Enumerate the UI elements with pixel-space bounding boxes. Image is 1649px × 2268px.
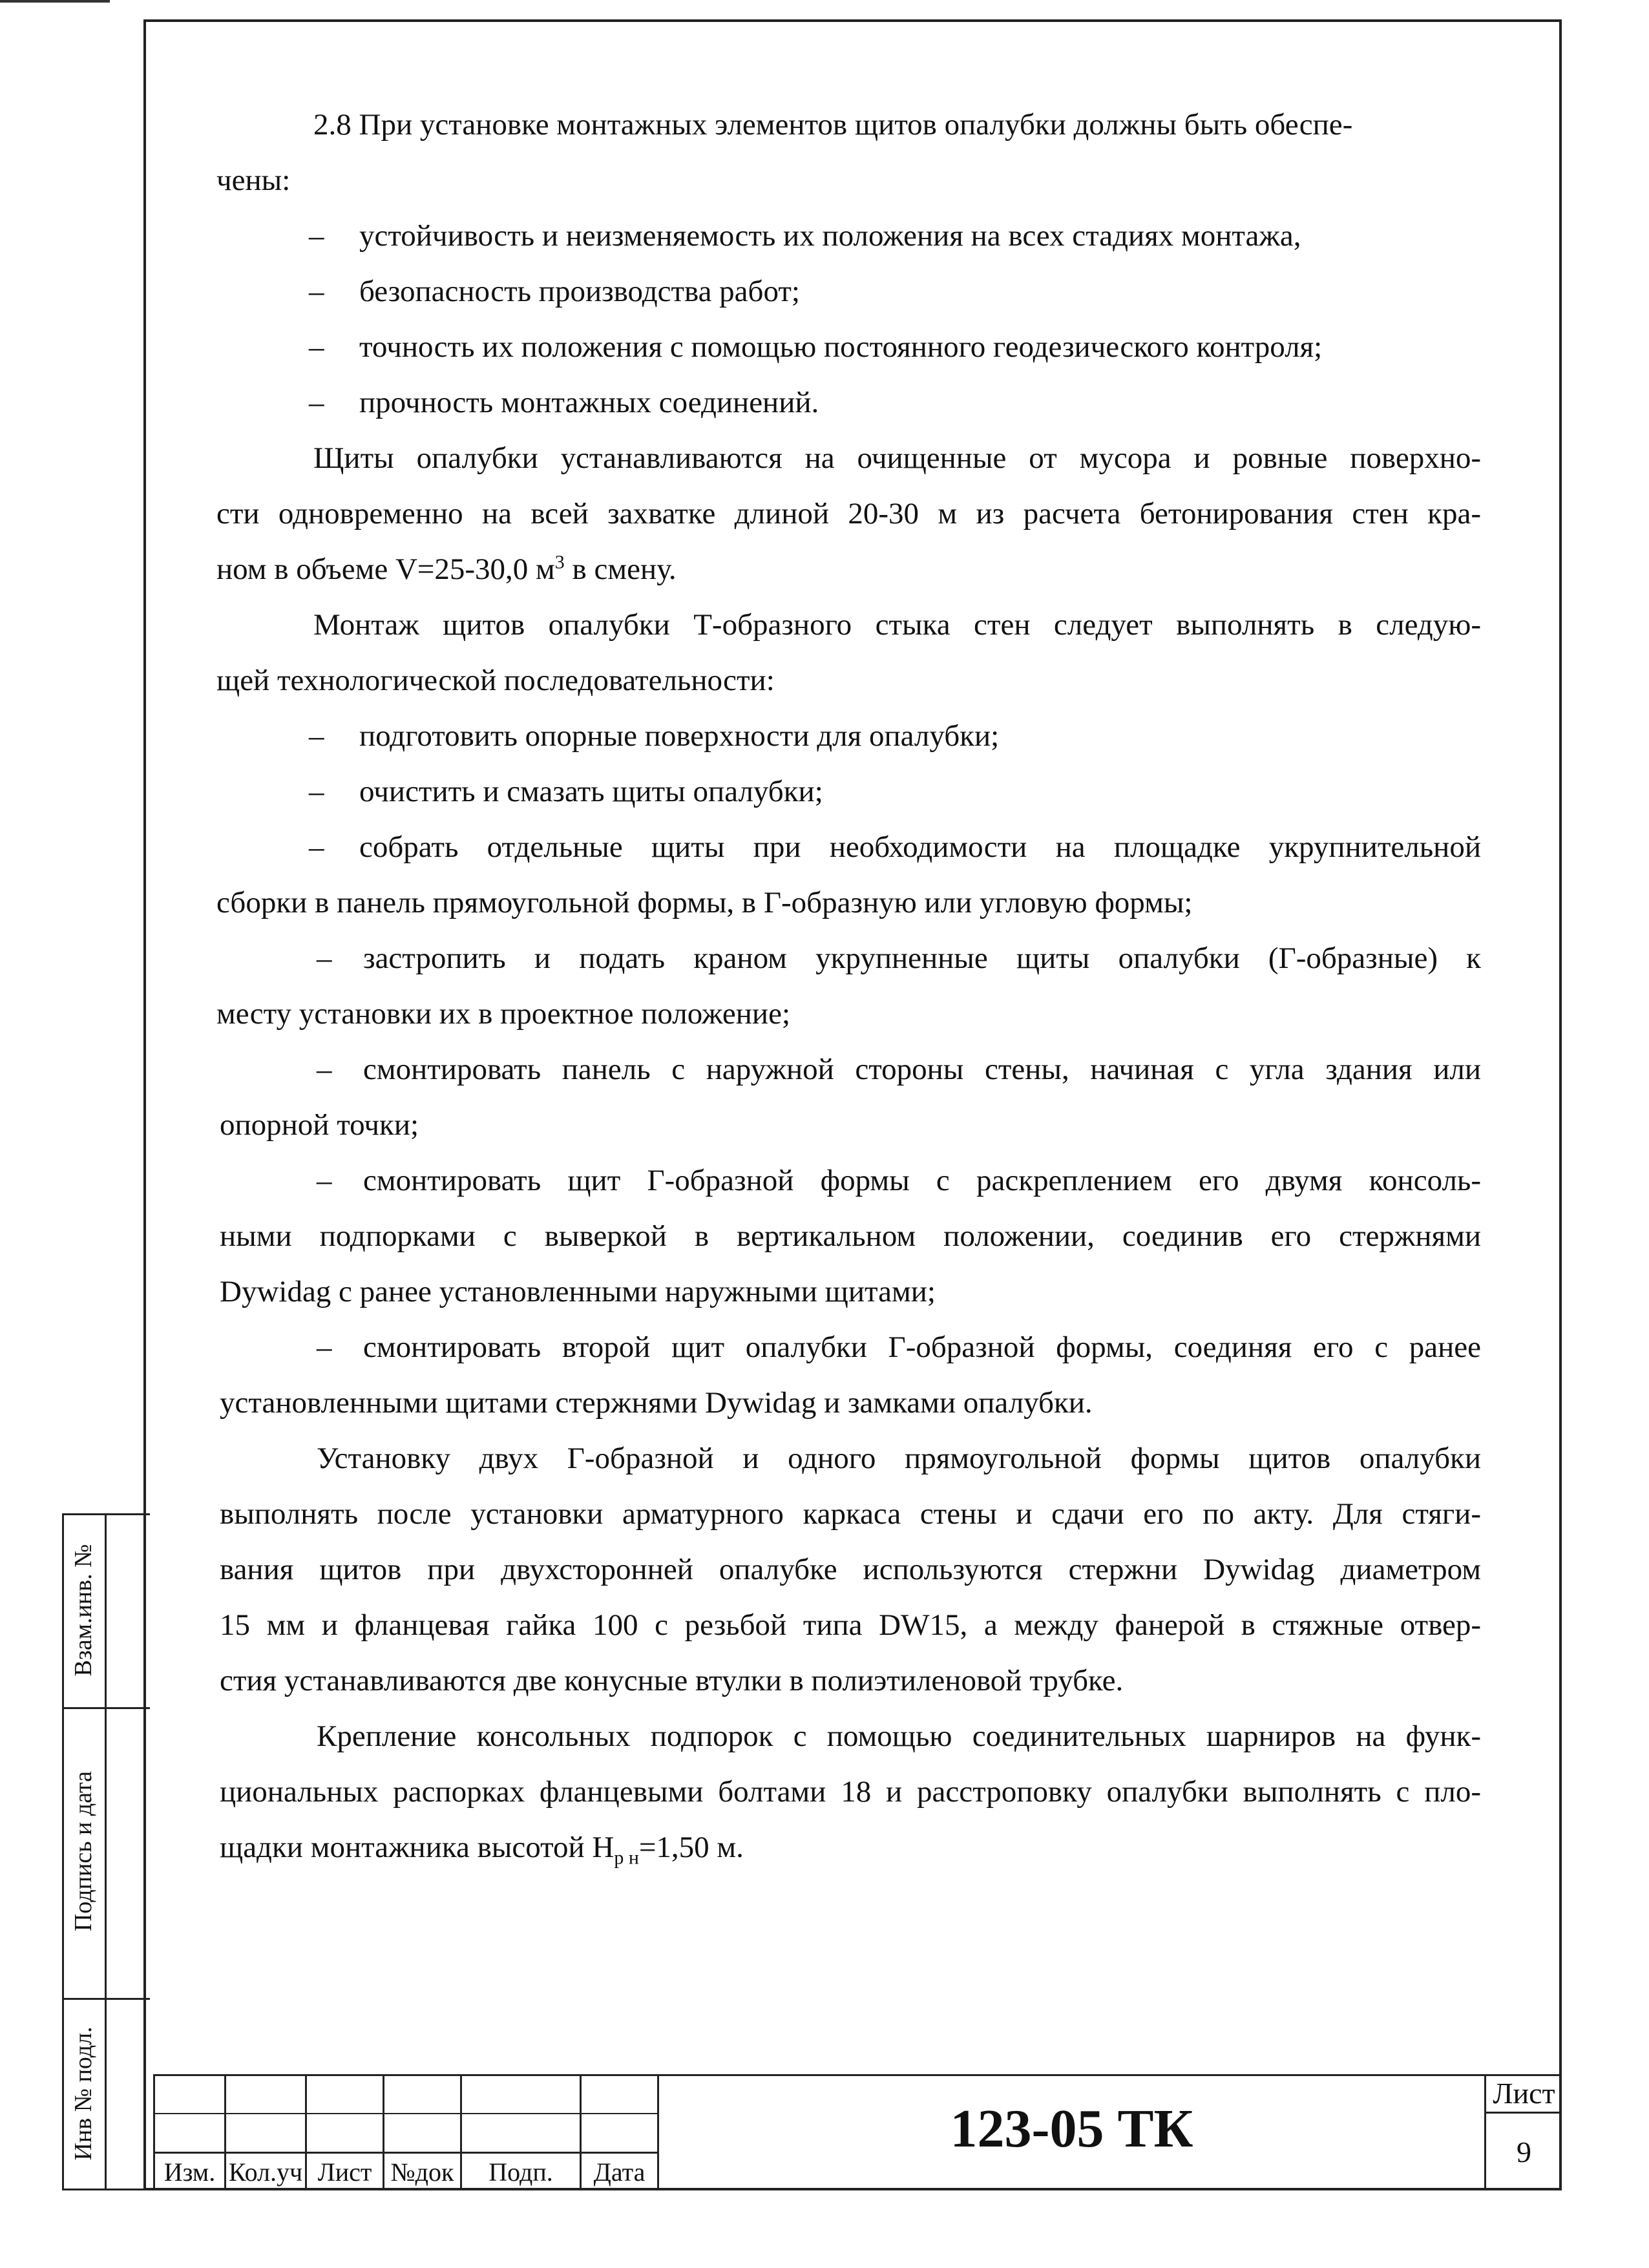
paragraph-shields-line bbox=[216, 541, 677, 597]
list-item-continuation: ными подпорками с выверкой в вертикальном положении, соединив его стержнями bbox=[220, 1219, 1481, 1253]
list-dash: – bbox=[309, 775, 324, 808]
col-header-izm: Изм. bbox=[163, 2158, 216, 2187]
list-item: смонтировать панель с наружной стороны стены, начиная с угла здания или bbox=[363, 1053, 1481, 1086]
list-item-continuation: установленными щитами стержнями Dywidag и замками опалубки. bbox=[220, 1386, 1093, 1420]
list-dash: – bbox=[309, 219, 324, 253]
list-dash: – bbox=[317, 1330, 332, 1364]
list-item: безопасность производства работ; bbox=[359, 275, 800, 308]
paragraph-2-8-line: чены: bbox=[216, 163, 291, 197]
col-header-list: Лист bbox=[317, 2158, 372, 2187]
paragraph-install-line: Установку двух Г-образной и одного прямоугольной формы щитов опалубки bbox=[317, 1442, 1481, 1475]
list-item: подготовить опорные поверхности для опалубки; bbox=[359, 719, 1000, 753]
paragraph-fixing-line: Крепление консольных подпорок с помощью соединительных шарниров на функ- bbox=[317, 1719, 1481, 1753]
height-text: щадки монтажника высотой Н bbox=[220, 1831, 614, 1864]
list-dash: – bbox=[317, 941, 332, 975]
height-text-end: =1,50 м. bbox=[638, 1831, 744, 1864]
cubic-superscript: 3 bbox=[554, 551, 565, 573]
list-dash: – bbox=[317, 1164, 332, 1197]
list-dash: – bbox=[309, 830, 324, 864]
side-stamp-inventory-label: Инв № подл. bbox=[70, 2026, 97, 2161]
list-item-continuation: опорной точки; bbox=[220, 1108, 419, 1142]
col-header-podp: Подп. bbox=[488, 2158, 553, 2187]
list-dash: – bbox=[309, 386, 324, 419]
list-dash: – bbox=[317, 1053, 332, 1086]
document-code: 123-05 ТК bbox=[950, 2099, 1193, 2159]
list-item-continuation: месту установки их в проектное положение; bbox=[216, 997, 790, 1031]
title-block-top-line bbox=[153, 2074, 1562, 2076]
list-item: смонтировать щит Г-образной формы с раскреплением его двумя консоль- bbox=[363, 1164, 1481, 1197]
paragraph-fixing-line: циональных распорках фланцевыми болтами 18 и расстроповку опалубки выполнять с пло- bbox=[220, 1775, 1481, 1809]
list-item: прочность монтажных соединений. bbox=[359, 386, 819, 419]
volume-text: ном в объеме V=25-30,0 м bbox=[216, 552, 555, 586]
paragraph-2-8-line: 2.8 При установке монтажных элементов щитов опалубки должны быть обеспе- bbox=[313, 108, 1353, 142]
paragraph-shields-line: сти одновременно на всей захватке длиной 20-30 м из расчета бетонирования стен кра- bbox=[216, 497, 1481, 530]
list-item: собрать отдельные щиты при необходимости на площадке укрупнительной bbox=[359, 830, 1481, 864]
list-dash: – bbox=[309, 719, 324, 753]
title-block-row-line bbox=[153, 2113, 657, 2114]
paragraph-install-line: стия устанавливаются две конусные втулки в полиэтиленовой трубке. bbox=[220, 1664, 1124, 1697]
list-item: застропить и подать краном укрупненные щиты опалубки (Г-образные) к bbox=[363, 941, 1481, 975]
paragraph-mount-line: Монтаж щитов опалубки Т-образного стыка стен следует выполнять в следую- bbox=[313, 608, 1481, 642]
paragraph-install-line: выполнять после установки арматурного каркаса стены и сдачи его по акту. Для стяги- bbox=[220, 1497, 1481, 1531]
paragraph-install-line: вания щитов при двухсторонней опалубке используются стержни Dywidag диаметром bbox=[220, 1553, 1481, 1586]
sheet-label: Лист bbox=[1493, 2077, 1555, 2110]
list-dash: – bbox=[309, 330, 324, 364]
list-item: очистить и смазать щиты опалубки; bbox=[359, 775, 823, 808]
col-header-kol-uch: Кол.уч bbox=[228, 2158, 303, 2187]
sheet-number: 9 bbox=[1517, 2136, 1531, 2168]
top-corner-mark bbox=[0, 0, 110, 3]
height-subscript: р н bbox=[614, 1847, 639, 1869]
list-item: устойчивость и неизменяемость их положения на всех стадиях монтажа, bbox=[359, 219, 1301, 253]
side-stamp-inner-line bbox=[105, 1513, 107, 2190]
list-item-continuation: Dywidag с ранее установленными наружными щитами; bbox=[220, 1275, 936, 1308]
side-stamp-signature-label: Подпись и дата bbox=[70, 1770, 97, 1932]
list-item: смонтировать второй щит опалубки Г-образной формы, соединяя его с ранее bbox=[363, 1330, 1481, 1364]
side-stamp-vzam-label: Взам.инв. № bbox=[70, 1544, 97, 1677]
list-item-continuation: сборки в панель прямоугольной формы, в Г-образную или угловую формы; bbox=[216, 886, 1193, 919]
list-dash: – bbox=[309, 275, 324, 308]
col-header-data: Дата bbox=[593, 2158, 646, 2187]
paragraph-shields-line: Щиты опалубки устанавливаются на очищенные от мусора и ровные поверхно- bbox=[313, 441, 1481, 475]
volume-text-end: в смену. bbox=[564, 552, 677, 586]
paragraph-install-line: 15 мм и фланцевая гайка 100 с резьбой типа DW15, а между фанерой в стяжные отвер- bbox=[220, 1608, 1481, 1642]
paragraph-fixing-line bbox=[220, 1820, 744, 1875]
col-header-ndok: №док bbox=[390, 2158, 454, 2187]
list-item: точность их положения с помощью постоянного геодезического контроля; bbox=[359, 330, 1323, 364]
paragraph-mount-line: щей технологической последовательности: bbox=[216, 664, 775, 697]
